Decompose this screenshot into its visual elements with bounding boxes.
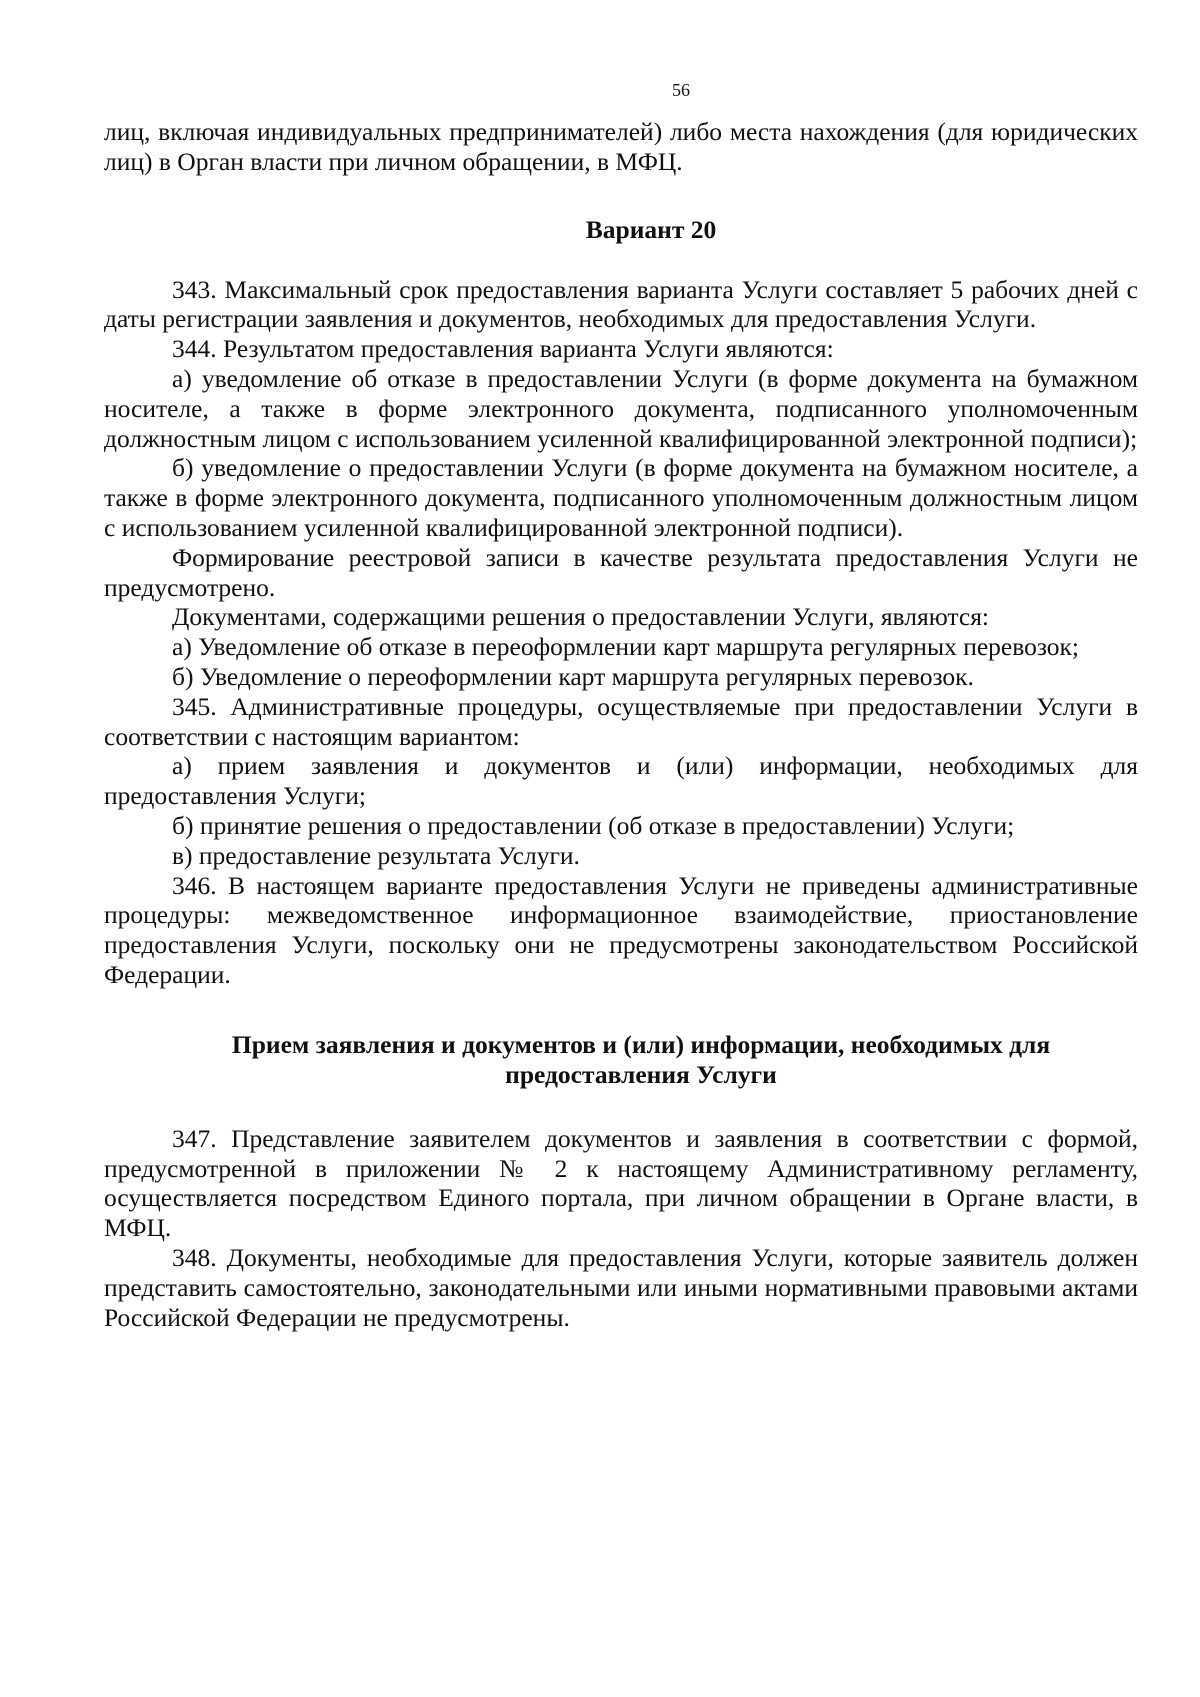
paragraph-346: 346. В настоящем варианте предоставления Услуги не приведены административные процедуры: межведомственное информационное взаимодействие, приостановление предоставления Услуги, поскольку они не предусмотрены законодательством Российской Федерации. <box>104 870 1138 989</box>
paragraph-decision-docs: Документами, содержащими решения о предоставлении Услуги, являются: <box>172 602 990 632</box>
section-heading <box>104 1030 1138 1090</box>
section-heading-line-1: Прием заявления и документов и (или) информации, необходимых для <box>231 1029 1051 1059</box>
paragraph-344-a: а) уведомление об отказе в предоставлении Услуги (в форме документа на бумажном носителе, а также в форме электронного документа, подписанного уполномоченным должностным лицом с использованием усиленной квалифицированной электронной подписи); <box>104 363 1138 453</box>
paragraph-345-a: а) прием заявления и документов и (или) информации, необходимых для предоставления Услуги; <box>104 751 1138 811</box>
page-number: 56 <box>672 80 690 100</box>
paragraph-347: 347. Представление заявителем документов и заявления в соответствии с формой, предусмотренной в приложении № 2 к настоящему Административному регламенту, осуществляется посредством Единого портала, при личном обращении в Органе власти, в МФЦ. <box>104 1123 1138 1243</box>
paragraph-345-c: в) предоставление результата Услуги. <box>172 840 580 870</box>
paragraph-344: 344. Результатом предоставления варианта Услуги являются: <box>172 334 834 364</box>
paragraph-decision-docs-a: а) Уведомление об отказе в переоформлении карт маршрута регулярных перевозок; <box>172 632 1080 662</box>
paragraph-348: 348. Документы, необходимые для предоставления Услуги, которые заявитель должен представить самостоятельно, законодательными или иными нормативными правовыми актами Российской Федерации не предусмотрены. <box>104 1242 1138 1332</box>
paragraph-343: 343. Максимальный срок предоставления варианта Услуги составляет 5 рабочих дней с даты регистрации заявления и документов, необходимых для предоставления Услуги. <box>104 274 1138 334</box>
section-heading-line-2: предоставления Услуги <box>505 1059 777 1089</box>
paragraph-decision-docs-b: б) Уведомление о переоформлении карт маршрута регулярных перевозок. <box>172 661 974 691</box>
paragraph-345: 345. Административные процедуры, осуществляемые при предоставлении Услуги в соответствии с настоящим вариантом: <box>104 691 1138 751</box>
paragraph-344-b: б) уведомление о предоставлении Услуги (в форме документа на бумажном носителе, а также в форме электронного документа, подписанного уполномоченным должностным лицом с использованием усиленной квалифицированной электронной подписи). <box>104 453 1138 542</box>
continuation-paragraph: лиц, включая индивидуальных предпринимателей) либо места нахождения (для юридических лиц) в Орган власти при личном обращении, в МФЦ. <box>104 117 1138 176</box>
paragraph-registry-note: Формирование реестровой записи в качестве результата предоставления Услуги не предусмотрено. <box>104 542 1138 602</box>
paragraph-345-b: б) принятие решения о предоставлении (об отказе в предоставлении) Услуги; <box>172 810 1015 840</box>
variant-heading: Вариант 20 <box>585 214 717 244</box>
